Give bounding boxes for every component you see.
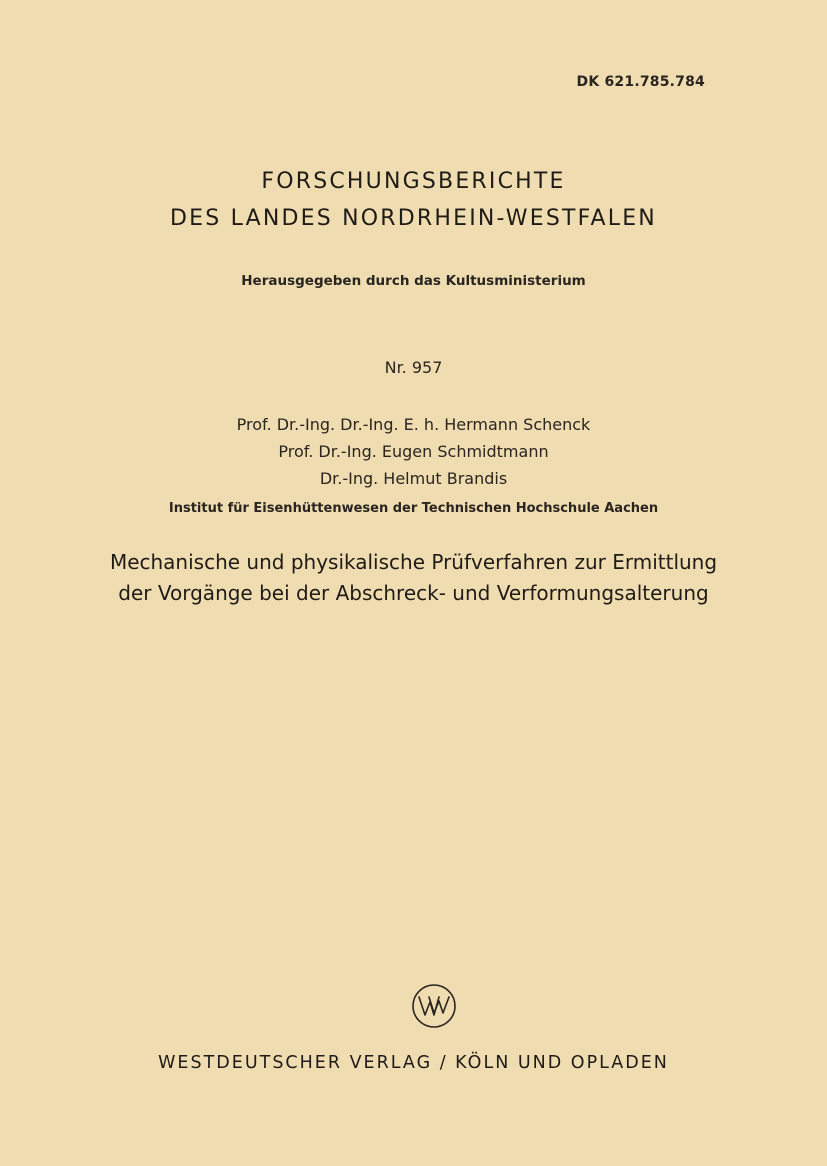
dk-classification-number: DK 621.785.784: [576, 74, 705, 90]
series-title-line-1: FORSCHUNGSBERICHTE: [261, 169, 566, 194]
publisher-logo-icon: [411, 983, 457, 1029]
author-3: Dr.-Ing. Helmut Brandis: [319, 469, 508, 488]
series-title-line-2: DES LANDES NORDRHEIN-WESTFALEN: [170, 206, 657, 231]
series-title: [0, 163, 827, 237]
report-title-line-2: der Vorgänge bei der Abschreck- und Verformungsalterung: [118, 581, 709, 605]
publisher-name: WESTDEUTSCHER VERLAG / KÖLN UND OPLADEN: [158, 1053, 669, 1073]
editor-line: Herausgegeben durch das Kultusministerium: [241, 273, 586, 289]
report-title: [0, 547, 827, 609]
author-2: Prof. Dr.-Ing. Eugen Schmidtmann: [278, 442, 549, 461]
institute-name: Institut für Eisenhüttenwesen der Technischen Hochschule Aachen: [168, 501, 659, 516]
report-number: Nr. 957: [384, 358, 443, 377]
author-list: [0, 411, 827, 492]
report-title-line-1: Mechanische und physikalische Prüfverfahren zur Ermittlung: [109, 550, 718, 574]
author-1: Prof. Dr.-Ing. Dr.-Ing. E. h. Hermann Schenck: [236, 415, 591, 434]
